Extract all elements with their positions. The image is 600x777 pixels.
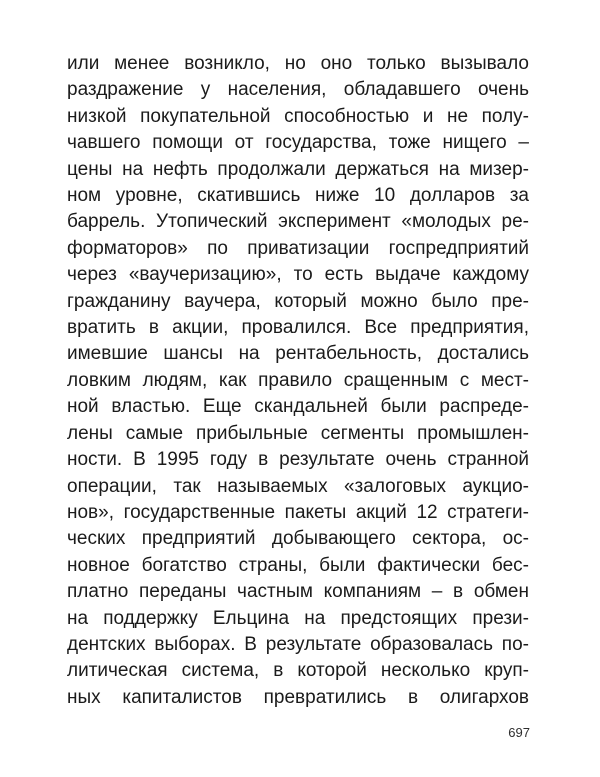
text-line: ной властью. Еще скандальней были распреде- bbox=[67, 396, 529, 418]
text-line: ности. В 1995 году в результате очень странной bbox=[67, 449, 529, 471]
text-line: ловким людям, как правило сращенным с мест- bbox=[67, 369, 529, 391]
text-line: нов», государственные пакеты акций 12 стратеги- bbox=[67, 501, 529, 523]
text-line: гражданину ваучера, который можно было пре- bbox=[67, 290, 529, 312]
text-line: литическая система, в которой несколько круп- bbox=[67, 660, 529, 682]
text-line: цены на нефть продолжали держаться на мизер- bbox=[67, 158, 529, 180]
text-line: или менее возникло, но оно только вызывало bbox=[67, 53, 529, 74]
text-line: чавшего помощи от государства, тоже нищего – bbox=[67, 132, 529, 154]
text-line: операции, так называемых «залоговых аукцио- bbox=[67, 475, 529, 497]
text-line: баррель. Утопический эксперимент «молодых ре- bbox=[67, 211, 529, 233]
text-line: вратить в акции, провалился. Все предприятия, bbox=[67, 317, 529, 339]
text-line: ческих предприятий добывающего сектора, ос- bbox=[67, 528, 529, 550]
text-line: имевшие шансы на рентабельность, достались bbox=[67, 343, 529, 365]
page-text-block bbox=[67, 51, 529, 711]
text-line: на поддержку Ельцина на предстоящих прези- bbox=[67, 607, 529, 629]
text-line: платно переданы частным компаниям – в обмен bbox=[67, 581, 529, 603]
text-line: новное богатство страны, были фактически бес- bbox=[67, 554, 529, 576]
text-line: через «ваучеризацию», то есть выдаче каждому bbox=[67, 264, 529, 286]
text-line: форматоров» по приватизации госпредприятий bbox=[67, 237, 529, 259]
text-line: низкой покупательной способностью и не полу- bbox=[67, 105, 529, 127]
text-line: ных капиталистов превратились в олигархов bbox=[67, 686, 529, 708]
text-line: раздражение у населения, обладавшего очень bbox=[67, 79, 529, 101]
page-number: 697 bbox=[508, 725, 530, 740]
text-line: дентских выборах. В результате образовалась по- bbox=[67, 633, 529, 655]
text-line: лены самые прибыльные сегменты промышлен- bbox=[67, 422, 529, 444]
text-line: ном уровне, скатившись ниже 10 долларов за bbox=[67, 185, 529, 207]
